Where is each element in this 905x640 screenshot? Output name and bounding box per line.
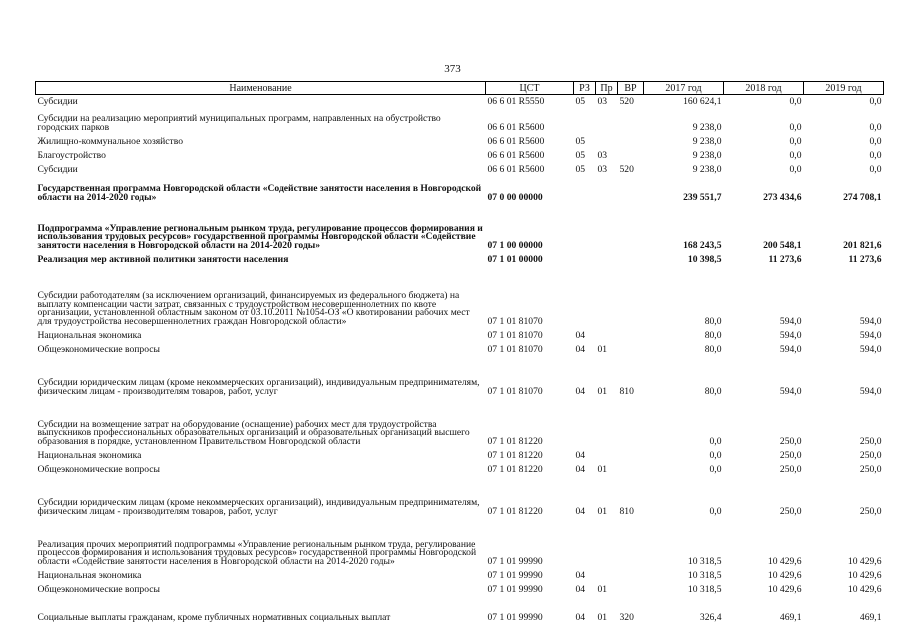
cell-vr <box>618 581 644 595</box>
cell-vr <box>618 265 644 327</box>
cell-rz: 04 <box>575 329 586 341</box>
cell-pr <box>596 203 618 251</box>
cell-y2019: 594,0 <box>859 385 882 397</box>
cell-y2018: 250,0 <box>779 505 802 517</box>
cell-cst: 07 0 00 00000 <box>487 191 543 203</box>
cell-y2017: 10 318,5 <box>687 569 722 581</box>
cell-y2019: 594,0 <box>859 343 882 355</box>
cell-y2019: 594,0 <box>859 329 882 341</box>
table-row <box>36 107 884 133</box>
cell-y2017: 160 624,1 <box>683 95 722 107</box>
cell-rz: 05 <box>575 163 586 175</box>
cell-y2019: 11 273,6 <box>848 253 882 265</box>
cell-y2017: 9 238,0 <box>692 149 722 161</box>
cell-y2018: 594,0 <box>779 315 802 327</box>
table-row <box>36 133 884 147</box>
header-2018: 2018 год <box>724 82 804 95</box>
cell-name: Национальная экономика <box>37 449 142 461</box>
cell-name: Общеэкономические вопросы <box>37 583 160 595</box>
cell-y2019: 250,0 <box>859 463 882 475</box>
cell-rz: 04 <box>575 611 586 623</box>
cell-vr <box>618 107 644 133</box>
header-cst: ЦСТ <box>486 82 574 95</box>
cell-pr <box>596 251 618 265</box>
cell-cst: 07 1 01 81220 <box>487 435 543 447</box>
cell-y2018: 0,0 <box>789 135 802 147</box>
cell-y2018: 10 429,6 <box>767 555 802 567</box>
cell-vr <box>618 203 644 251</box>
cell-cst: 07 1 01 99990 <box>487 569 543 581</box>
table-row <box>36 567 884 581</box>
cell-vr: 810 <box>619 505 634 517</box>
cell-y2017: 80,0 <box>704 343 722 355</box>
cell-vr <box>618 397 644 447</box>
cell-rz: 05 <box>575 149 586 161</box>
cell-y2017: 80,0 <box>704 385 722 397</box>
cell-cst: 06 6 01 R5600 <box>487 135 545 147</box>
cell-y2017: 0,0 <box>709 463 722 475</box>
cell-y2019: 10 429,6 <box>847 583 882 595</box>
cell-pr: 01 <box>597 505 608 517</box>
cell-y2018: 10 429,6 <box>767 569 802 581</box>
cell-vr <box>618 567 644 581</box>
cell-y2018: 250,0 <box>779 449 802 461</box>
header-pr: Пр <box>596 82 618 95</box>
cell-y2017: 168 243,5 <box>683 239 722 251</box>
cell-rz: 04 <box>575 505 586 517</box>
cell-cst: 07 1 00 00000 <box>487 239 543 251</box>
table-row <box>36 161 884 175</box>
cell-y2019: 274 708,1 <box>843 191 882 203</box>
page-number: 373 <box>444 63 461 75</box>
cell-name: Государственная программа Новгородской области «Содействие занятости населения в Новгородской области на 2014-2020 годы» <box>37 183 482 203</box>
cell-pr: 03 <box>597 163 608 175</box>
cell-y2019: 594,0 <box>859 315 882 327</box>
cell-name: Субсидии на реализацию мероприятий муниципальных программ, направленных на обустройство городских парков <box>37 113 441 133</box>
cell-rz <box>574 517 596 567</box>
table-row <box>36 265 884 327</box>
table-row <box>36 581 884 595</box>
cell-y2019: 0,0 <box>869 149 882 161</box>
table-row <box>36 595 884 623</box>
table-row <box>36 447 884 461</box>
cell-rz: 04 <box>575 449 586 461</box>
cell-rz: 04 <box>575 583 586 595</box>
cell-cst: 06 6 01 R5600 <box>487 121 545 133</box>
cell-y2017: 80,0 <box>704 315 722 327</box>
cell-vr <box>618 251 644 265</box>
cell-y2019: 0,0 <box>869 121 882 133</box>
cell-pr <box>596 265 618 327</box>
table-row <box>36 475 884 517</box>
cell-rz <box>574 107 596 133</box>
cell-y2019: 201 821,6 <box>843 239 882 251</box>
cell-y2019: 0,0 <box>869 135 882 147</box>
cell-cst: 07 1 01 81070 <box>487 329 543 341</box>
cell-name: Национальная экономика <box>37 569 142 581</box>
cell-name: Субсидии <box>37 95 78 107</box>
table-row <box>36 95 884 107</box>
cell-name: Субсидии на возмещение затрат на оборудование (оснащение) рабочих мест для трудоустройства выпускников профессиональных образовательных организаций и образовательных организаций высшего образования в порядке, установленном Правительством Новгородской области <box>37 418 470 447</box>
cell-pr <box>596 107 618 133</box>
cell-cst: 07 1 01 99990 <box>487 583 543 595</box>
table-row <box>36 461 884 475</box>
cell-y2018: 11 273,6 <box>768 253 802 265</box>
cell-pr: 01 <box>597 343 608 355</box>
table-row <box>36 397 884 447</box>
table-row <box>36 341 884 355</box>
cell-cst: 07 1 01 81070 <box>487 385 543 397</box>
cell-pr <box>596 567 618 581</box>
cell-vr: 320 <box>619 611 634 623</box>
cell-rz <box>574 251 596 265</box>
cell-pr: 01 <box>597 463 608 475</box>
cell-vr <box>618 341 644 355</box>
cell-rz <box>574 265 596 327</box>
cell-pr <box>596 175 618 203</box>
cell-cst: 07 1 01 81220 <box>487 449 543 461</box>
cell-pr <box>596 133 618 147</box>
cell-name: Субсидии <box>37 163 78 175</box>
table-row <box>36 147 884 161</box>
cell-y2017: 9 238,0 <box>692 135 722 147</box>
cell-name: Реализация прочих мероприятий подпрограммы «Управление региональным рынком труда, регулирование процессов формирования и использования трудовых ресурсов» государственной программы Новгородской области «Содействие занятости населения в Новгородской области на 2014-2020 годы» <box>37 538 477 567</box>
cell-cst: 07 1 01 81220 <box>487 463 543 475</box>
cell-y2017: 0,0 <box>709 435 722 447</box>
cell-y2018: 10 429,6 <box>767 583 802 595</box>
cell-name: Национальная экономика <box>37 329 142 341</box>
cell-pr: 01 <box>597 583 608 595</box>
cell-cst: 07 1 01 81070 <box>487 315 543 327</box>
cell-y2017: 239 551,7 <box>683 191 722 203</box>
cell-y2018: 594,0 <box>779 343 802 355</box>
header-vr: ВР <box>618 82 644 95</box>
cell-y2018: 0,0 <box>789 149 802 161</box>
cell-y2017: 9 238,0 <box>692 121 722 133</box>
cell-y2019: 10 429,6 <box>847 555 882 567</box>
table-body <box>36 95 884 623</box>
table-row <box>36 175 884 203</box>
cell-cst: 06 6 01 R5600 <box>487 163 545 175</box>
cell-y2018: 0,0 <box>789 121 802 133</box>
cell-y2018: 469,1 <box>779 611 802 623</box>
cell-cst: 07 1 01 00000 <box>487 253 543 265</box>
cell-rz: 05 <box>575 95 586 107</box>
cell-cst: 07 1 01 81070 <box>487 343 543 355</box>
cell-rz: 04 <box>575 343 586 355</box>
cell-pr <box>596 327 618 341</box>
header-rz: РЗ <box>574 82 596 95</box>
cell-vr: 520 <box>619 95 634 107</box>
cell-y2018: 0,0 <box>789 163 802 175</box>
cell-name: Субсидии юридическим лицам (кроме некоммерческих организаций), индивидуальным предпринимателям, физическим лицам - производителям товаров, работ, услуг <box>37 497 480 517</box>
cell-name: Социальные выплаты гражданам, кроме публичных нормативных социальных выплат <box>37 611 391 623</box>
cell-rz: 04 <box>575 385 586 397</box>
cell-pr: 03 <box>597 149 608 161</box>
cell-vr <box>618 175 644 203</box>
cell-y2019: 250,0 <box>859 449 882 461</box>
cell-y2019: 250,0 <box>859 505 882 517</box>
table-row <box>36 327 884 341</box>
cell-y2017: 0,0 <box>709 449 722 461</box>
cell-name: Жилищно-коммунальное хозяйство <box>37 135 184 147</box>
cell-pr: 01 <box>597 385 608 397</box>
cell-rz <box>574 203 596 251</box>
cell-name: Общеэкономические вопросы <box>37 463 160 475</box>
cell-cst: 06 6 01 R5550 <box>487 95 545 107</box>
table-header-row <box>36 82 884 95</box>
cell-vr <box>618 447 644 461</box>
cell-y2018: 0,0 <box>789 95 802 107</box>
cell-y2018: 200 548,1 <box>763 239 802 251</box>
cell-y2019: 469,1 <box>859 611 882 623</box>
cell-vr <box>618 147 644 161</box>
budget-table <box>35 81 884 623</box>
cell-name: Благоустройство <box>37 149 106 161</box>
cell-vr <box>618 461 644 475</box>
table-row <box>36 355 884 397</box>
cell-y2017: 80,0 <box>704 329 722 341</box>
cell-pr: 03 <box>597 95 608 107</box>
cell-pr: 01 <box>597 611 608 623</box>
cell-y2017: 9 238,0 <box>692 163 722 175</box>
cell-name: Подпрограмма «Управление региональным рынком труда, регулирование процессов формирования и использования трудовых ресурсов» государственной программы Новгородской области «Содействие занятости населения в Новгородской области на 2014-2020 годы» <box>37 222 483 251</box>
cell-name: Реализация мер активной политики занятости населения <box>37 253 289 265</box>
cell-vr <box>618 133 644 147</box>
cell-rz: 04 <box>575 569 586 581</box>
cell-cst: 06 6 01 R5600 <box>487 149 545 161</box>
cell-name: Субсидии юридическим лицам (кроме некоммерческих организаций), индивидуальным предпринимателям, физическим лицам - производителям товаров, работ, услуг <box>37 377 480 397</box>
cell-y2019: 0,0 <box>869 95 882 107</box>
cell-name: Общеэкономические вопросы <box>37 343 160 355</box>
cell-cst: 07 1 01 99990 <box>487 555 543 567</box>
header-2017: 2017 год <box>644 82 724 95</box>
cell-cst: 07 1 01 99990 <box>487 611 543 623</box>
cell-y2018: 250,0 <box>779 435 802 447</box>
cell-pr <box>596 517 618 567</box>
cell-y2017: 10 398,5 <box>687 253 722 265</box>
cell-y2018: 250,0 <box>779 463 802 475</box>
header-2019: 2019 год <box>804 82 884 95</box>
cell-cst: 07 1 01 81220 <box>487 505 543 517</box>
cell-rz <box>574 175 596 203</box>
cell-rz: 05 <box>575 135 586 147</box>
cell-pr <box>596 397 618 447</box>
cell-y2017: 10 318,5 <box>687 555 722 567</box>
cell-y2018: 594,0 <box>779 329 802 341</box>
cell-y2018: 273 434,6 <box>763 191 802 203</box>
table-row <box>36 251 884 265</box>
cell-y2019: 0,0 <box>869 163 882 175</box>
cell-pr <box>596 447 618 461</box>
cell-rz: 04 <box>575 463 586 475</box>
header-name: Наименование <box>36 82 486 95</box>
cell-vr: 520 <box>619 163 634 175</box>
cell-rz <box>574 397 596 447</box>
cell-vr <box>618 327 644 341</box>
cell-name: Субсидии работодателям (за исключением организаций, финансируемых из федерального бюджета) на выплату компенсации части затрат, связанных с трудоустройством несовершеннолетних по квоте организации, установленной областным законом от 03.10.2011 №1054-ОЗ «О квотировании рабочих мест для трудоустройства несовершеннолетних граждан Новгородской области» <box>37 290 470 327</box>
cell-y2019: 10 429,6 <box>847 569 882 581</box>
cell-vr: 810 <box>619 385 634 397</box>
table-row <box>36 203 884 251</box>
cell-y2019: 250,0 <box>859 435 882 447</box>
cell-y2017: 326,4 <box>699 611 722 623</box>
cell-y2018: 594,0 <box>779 385 802 397</box>
cell-vr <box>618 517 644 567</box>
table-row <box>36 517 884 567</box>
cell-y2017: 10 318,5 <box>687 583 722 595</box>
cell-y2017: 0,0 <box>709 505 722 517</box>
